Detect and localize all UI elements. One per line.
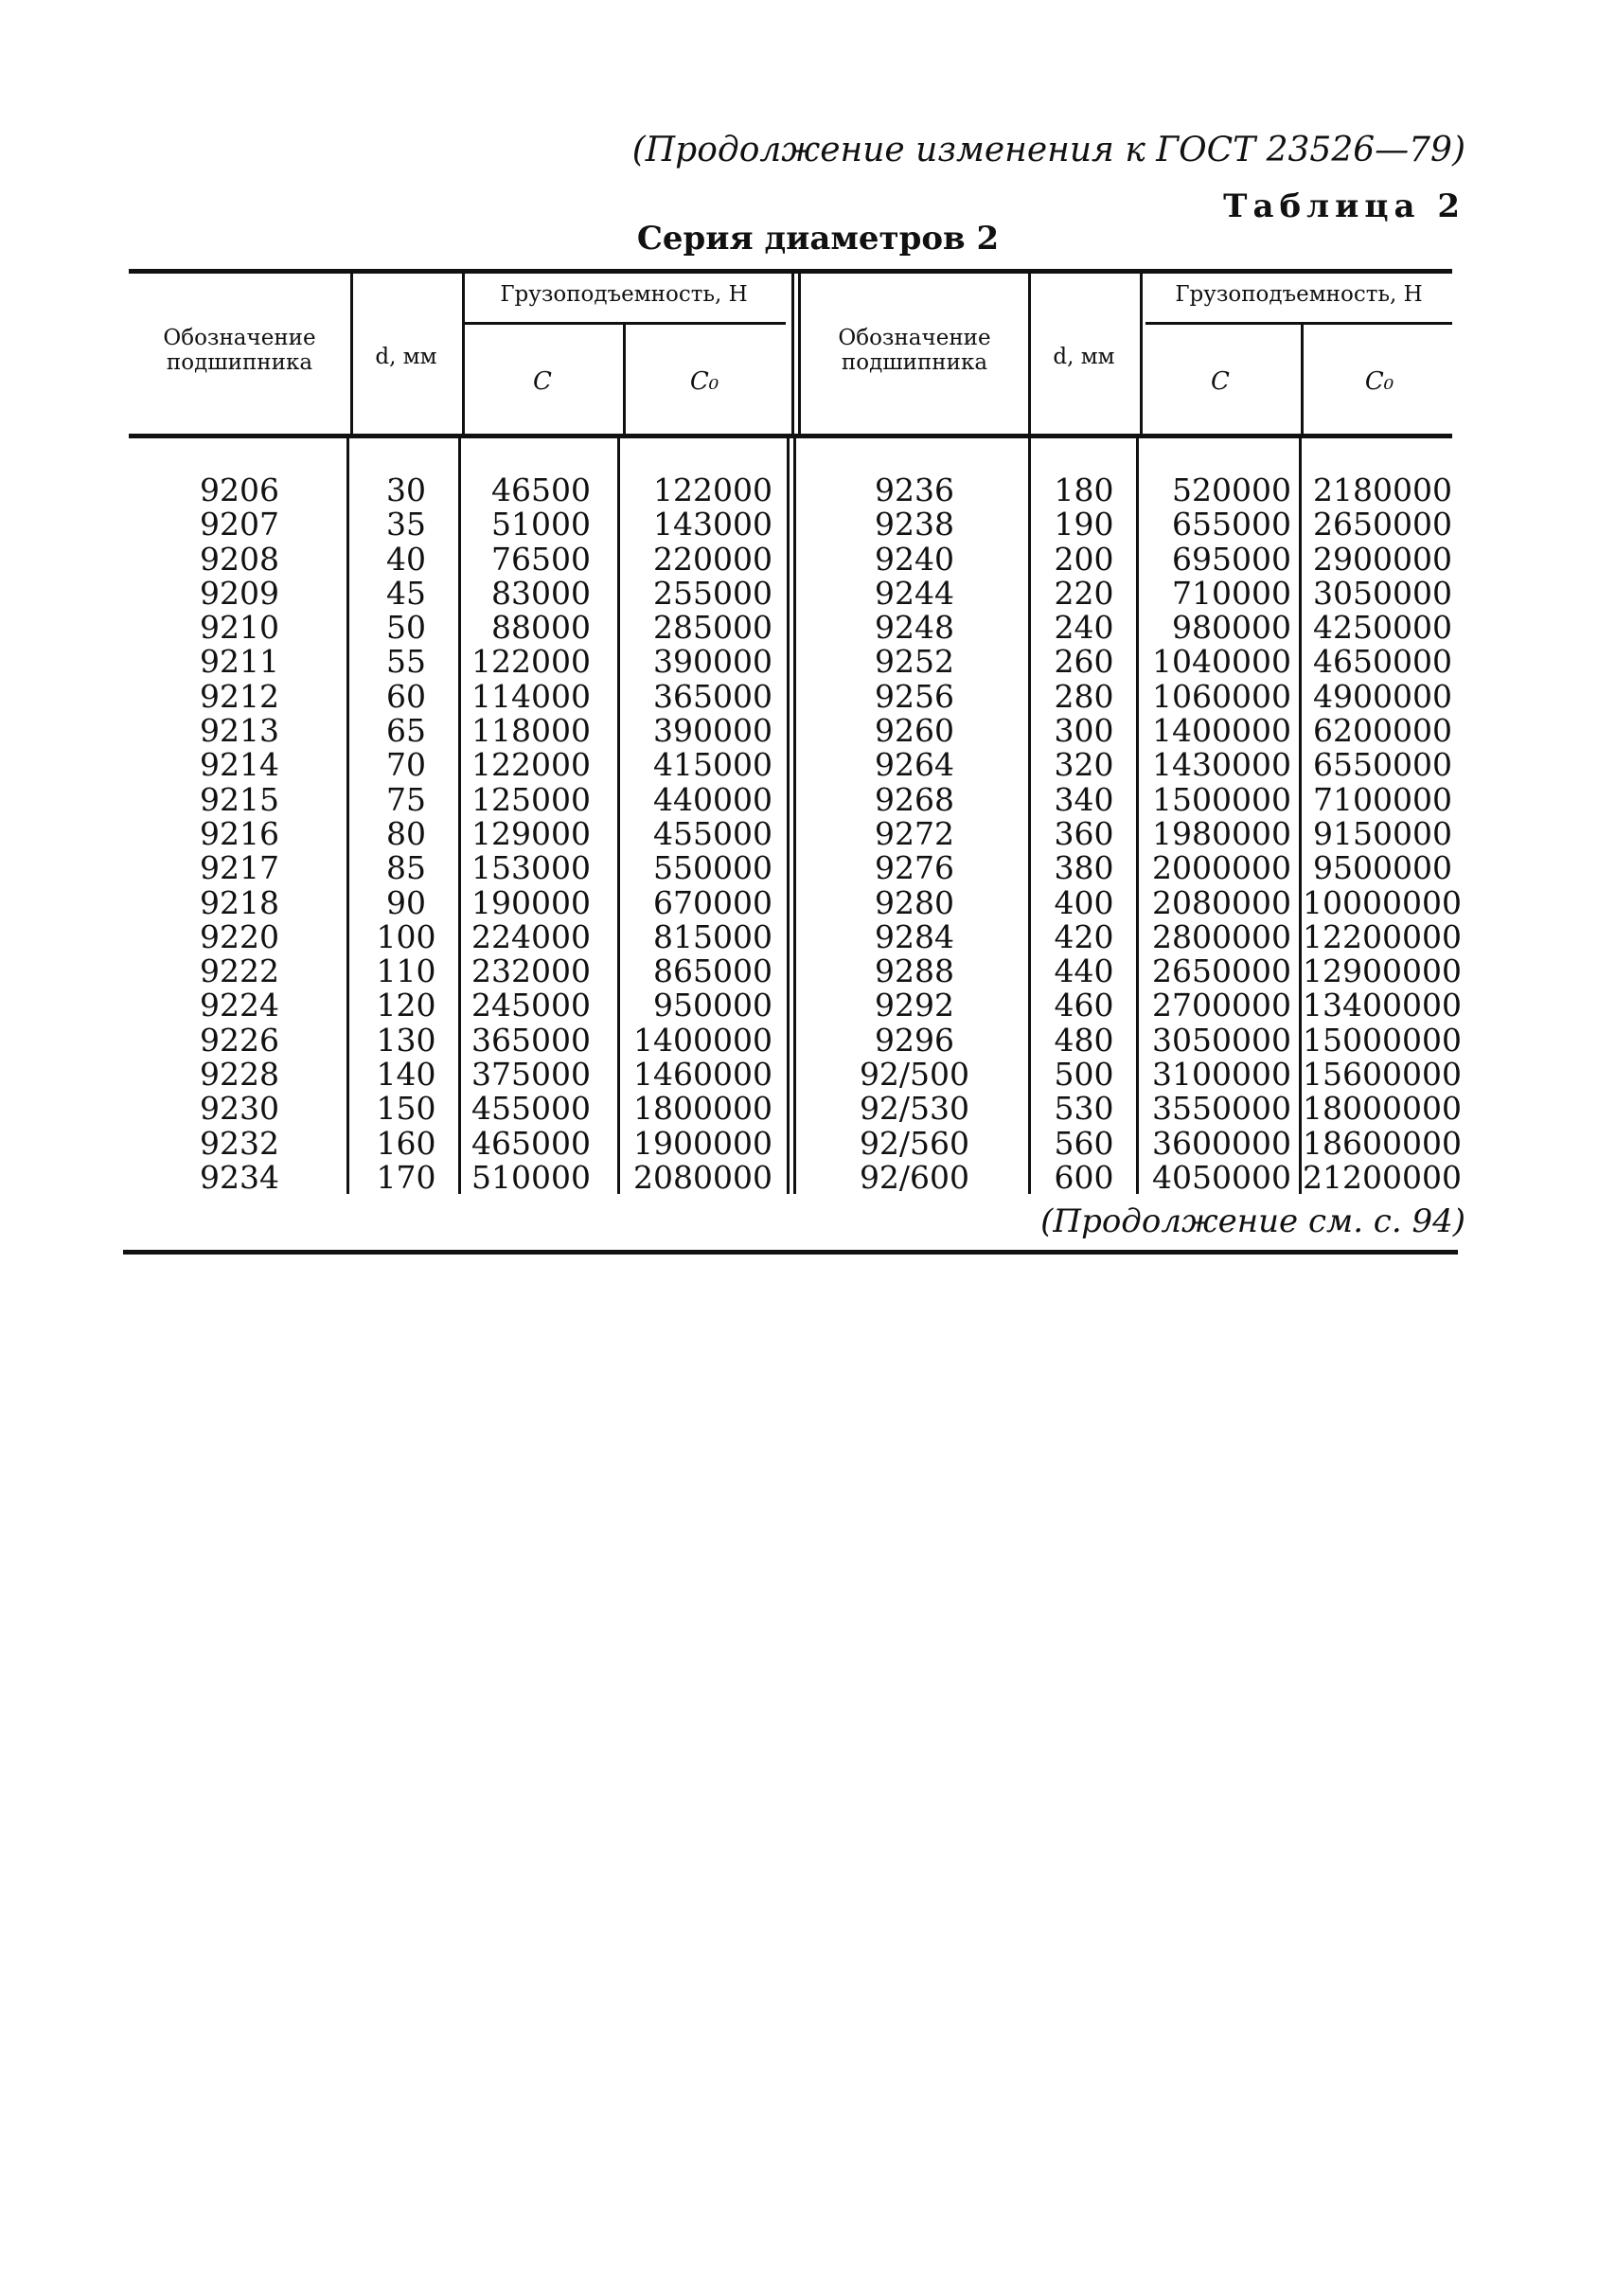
cell-d: 50: [386, 609, 426, 647]
cell-c0: 143000: [653, 506, 772, 543]
cell-c0: 440000: [653, 780, 772, 818]
cell-d: 340: [1054, 780, 1114, 818]
cell-designation: 9206: [200, 472, 279, 508]
cell-c: 2800000: [1152, 917, 1291, 955]
header-c0-right: C₀: [1364, 367, 1394, 396]
cell-designation: 9208: [200, 540, 279, 578]
cell-designation: 9292: [875, 987, 954, 1024]
footer-continuation: (Продолжение см. с. 94): [1040, 1202, 1465, 1240]
cell-designation: 9213: [200, 712, 279, 750]
cell-d: 530: [1054, 1090, 1114, 1128]
cell-c: 114000: [471, 677, 591, 715]
cell-designation: 9240: [875, 540, 954, 578]
vrule-b-7: [1299, 438, 1302, 1194]
header-designation-left: Обозначение подшипника: [163, 326, 316, 375]
cell-designation: 9226: [200, 1021, 279, 1059]
cell-c: 465000: [471, 1124, 591, 1162]
cell-designation: 9244: [875, 574, 954, 612]
cell-d: 45: [386, 574, 426, 612]
continuation-header: (Продолжение изменения к ГОСТ 23526—79): [631, 131, 1465, 169]
cell-c: 4050000: [1152, 1158, 1291, 1196]
left-c0-column: [621, 473, 772, 1195]
cell-designation: 9264: [875, 746, 954, 784]
cell-c0: 2080000: [633, 1158, 772, 1196]
cell-d: 400: [1054, 883, 1114, 921]
cell-c0: 455000: [653, 814, 772, 852]
cell-d: 360: [1054, 814, 1114, 852]
right-diameter-column: [1028, 473, 1140, 1195]
left-diameter-column: [350, 473, 462, 1195]
cell-c: 2000000: [1152, 849, 1291, 887]
cell-c: 153000: [471, 849, 591, 887]
table-top-rule: [129, 269, 1452, 274]
right-designation-column: [801, 473, 1028, 1195]
cell-designation: 9215: [200, 780, 279, 818]
cell-c0: 3050000: [1313, 574, 1452, 612]
cell-d: 30: [386, 472, 426, 508]
cell-designation: 9217: [200, 849, 279, 887]
cell-designation: 9252: [875, 643, 954, 681]
cell-designation: 9224: [200, 987, 279, 1024]
cell-d: 420: [1054, 917, 1114, 955]
cell-d: 280: [1054, 677, 1114, 715]
cell-d: 300: [1054, 712, 1114, 750]
right-c0-column: [1303, 472, 1462, 1196]
cell-c: 125000: [471, 780, 591, 818]
cell-c: 2080000: [1152, 883, 1291, 921]
cell-d: 160: [376, 1124, 436, 1162]
cell-d: 120: [376, 987, 436, 1024]
cell-c0: 865000: [653, 952, 772, 990]
cell-c: 3550000: [1152, 1090, 1291, 1128]
cell-designation: 9222: [200, 952, 279, 990]
cell-designation: 9212: [200, 677, 279, 715]
vrule-b-4a: [787, 438, 790, 1194]
cell-designation: 9210: [200, 609, 279, 647]
header-divider-right: [1145, 322, 1452, 325]
cell-c0: 18600000: [1303, 1124, 1462, 1162]
cell-c: 710000: [1172, 574, 1291, 612]
cell-c: 980000: [1172, 609, 1291, 647]
cell-c0: 285000: [653, 609, 772, 647]
cell-c: 695000: [1172, 540, 1291, 578]
cell-designation: 9230: [200, 1090, 279, 1128]
cell-designation: 9248: [875, 609, 954, 647]
cell-c0: 9150000: [1313, 814, 1452, 852]
cell-d: 110: [376, 952, 436, 990]
cell-designation: 9228: [200, 1056, 279, 1094]
cell-designation: 92/600: [859, 1158, 970, 1196]
cell-c: 1060000: [1152, 677, 1291, 715]
cell-d: 40: [386, 540, 426, 578]
cell-designation: 9220: [200, 917, 279, 955]
cell-d: 600: [1054, 1158, 1114, 1196]
cell-c: 46500: [491, 472, 591, 508]
cell-d: 440: [1054, 952, 1114, 990]
cell-designation: 9276: [875, 849, 954, 887]
cell-c0: 550000: [653, 849, 772, 887]
cell-d: 180: [1054, 472, 1114, 508]
cell-c0: 1900000: [633, 1124, 772, 1162]
cell-designation: 9296: [875, 1021, 954, 1059]
cell-d: 35: [386, 506, 426, 543]
cell-c: 83000: [491, 574, 591, 612]
header-diameter-left: d, мм: [375, 345, 437, 369]
header-diameter-right: d, мм: [1053, 345, 1115, 369]
cell-c0: 2900000: [1313, 540, 1452, 578]
cell-designation: 9218: [200, 883, 279, 921]
cell-c: 1980000: [1152, 814, 1291, 852]
cell-designation: 9207: [200, 506, 279, 543]
cell-c0: 10000000: [1303, 883, 1462, 921]
cell-c: 1500000: [1152, 780, 1291, 818]
cell-c: 118000: [471, 712, 591, 750]
cell-c: 3050000: [1152, 1021, 1291, 1059]
cell-d: 500: [1054, 1056, 1114, 1094]
cell-c0: 122000: [653, 472, 772, 508]
table-label: Таблица 2: [1223, 187, 1465, 225]
cell-designation: 9288: [875, 952, 954, 990]
cell-c0: 255000: [653, 574, 772, 612]
cell-d: 220: [1054, 574, 1114, 612]
cell-c: 1430000: [1152, 746, 1291, 784]
cell-designation: 9272: [875, 814, 954, 852]
cell-c0: 1800000: [633, 1090, 772, 1128]
cell-c0: 1460000: [633, 1056, 772, 1094]
cell-c: 245000: [471, 987, 591, 1024]
cell-c: 2650000: [1152, 952, 1291, 990]
cell-c0: 4900000: [1313, 677, 1452, 715]
cell-d: 200: [1054, 540, 1114, 578]
cell-d: 560: [1054, 1124, 1114, 1162]
cell-d: 320: [1054, 746, 1114, 784]
cell-c0: 220000: [653, 540, 772, 578]
cell-d: 55: [386, 643, 426, 681]
cell-designation: 9209: [200, 574, 279, 612]
cell-designation: 9268: [875, 780, 954, 818]
cell-d: 260: [1054, 643, 1114, 681]
cell-c0: 670000: [653, 883, 772, 921]
cell-d: 100: [376, 917, 436, 955]
cell-d: 240: [1054, 609, 1114, 647]
cell-c: 76500: [491, 540, 591, 578]
cell-designation: 9260: [875, 712, 954, 750]
cell-c: 1040000: [1152, 643, 1291, 681]
cell-d: 140: [376, 1056, 436, 1094]
cell-c0: 2180000: [1313, 472, 1452, 508]
cell-c0: 12900000: [1303, 952, 1462, 990]
cell-c0: 7100000: [1313, 780, 1452, 818]
cell-designation: 9214: [200, 746, 279, 784]
cell-c0: 21200000: [1303, 1158, 1462, 1196]
cell-designation: 9280: [875, 883, 954, 921]
cell-designation: 9284: [875, 917, 954, 955]
header-load-capacity-left: Грузоподъемность, Н: [500, 282, 748, 307]
cell-c: 455000: [471, 1090, 591, 1128]
cell-designation: 9211: [200, 643, 279, 681]
cell-c: 375000: [471, 1056, 591, 1094]
cell-designation: 92/530: [859, 1090, 970, 1128]
cell-d: 75: [386, 780, 426, 818]
cell-c: 122000: [471, 746, 591, 784]
cell-c: 1400000: [1152, 712, 1291, 750]
cell-designation: 92/560: [859, 1124, 970, 1162]
cell-c0: 12200000: [1303, 917, 1462, 955]
cell-c: 51000: [491, 506, 591, 543]
cell-c: 122000: [471, 643, 591, 681]
cell-d: 190: [1054, 506, 1114, 543]
header-c-right: C: [1211, 367, 1230, 396]
cell-c0: 365000: [653, 677, 772, 715]
cell-c0: 815000: [653, 917, 772, 955]
cell-c0: 6200000: [1313, 712, 1452, 750]
cell-d: 90: [386, 883, 426, 921]
cell-designation: 9238: [875, 506, 954, 543]
cell-c0: 1400000: [633, 1021, 772, 1059]
cell-c: 655000: [1172, 506, 1291, 543]
cell-c0: 4650000: [1313, 643, 1452, 681]
cell-c0: 15000000: [1303, 1021, 1462, 1059]
vrule-b-3: [617, 438, 620, 1194]
series-title: Серия диаметров 2: [636, 220, 1000, 258]
left-c-column: [462, 473, 591, 1195]
header-c-left: C: [533, 367, 552, 396]
vrule-h-4a: [791, 274, 794, 434]
cell-d: 170: [376, 1158, 436, 1196]
cell-c0: 390000: [653, 712, 772, 750]
cell-d: 380: [1054, 849, 1114, 887]
cell-d: 150: [376, 1090, 436, 1128]
cell-c0: 9500000: [1313, 849, 1452, 887]
left-designation-column: [129, 473, 350, 1195]
header-designation-right: Обозначение подшипника: [838, 326, 991, 375]
cell-d: 130: [376, 1021, 436, 1059]
cell-designation: 92/500: [859, 1056, 970, 1094]
cell-c0: 6550000: [1313, 746, 1452, 784]
cell-d: 85: [386, 849, 426, 887]
cell-designation: 9216: [200, 814, 279, 852]
cell-c: 2700000: [1152, 987, 1291, 1024]
cell-designation: 9232: [200, 1124, 279, 1162]
cell-c0: 4250000: [1313, 609, 1452, 647]
cell-c: 224000: [471, 917, 591, 955]
cell-c: 365000: [471, 1021, 591, 1059]
cell-c: 510000: [471, 1158, 591, 1196]
cell-c: 129000: [471, 814, 591, 852]
cell-c0: 2650000: [1313, 506, 1452, 543]
cell-c0: 390000: [653, 643, 772, 681]
cell-c: 3100000: [1152, 1056, 1291, 1094]
header-bottom-rule: [129, 434, 1452, 438]
header-c0-left: C₀: [689, 367, 719, 396]
cell-designation: 9236: [875, 472, 954, 508]
cell-d: 60: [386, 677, 426, 715]
cell-c0: 13400000: [1303, 987, 1462, 1024]
cell-c: 520000: [1172, 472, 1291, 508]
right-c-column: [1140, 473, 1291, 1195]
cell-c0: 415000: [653, 746, 772, 784]
cell-d: 480: [1054, 1021, 1114, 1059]
cell-c: 88000: [491, 609, 591, 647]
cell-d: 80: [386, 814, 426, 852]
cell-designation: 9256: [875, 677, 954, 715]
header-load-capacity-right: Грузоподъемность, Н: [1175, 282, 1423, 307]
cell-c0: 15600000: [1303, 1056, 1462, 1094]
cell-c0: 950000: [653, 987, 772, 1024]
cell-designation: 9234: [200, 1158, 279, 1196]
cell-c: 232000: [471, 952, 591, 990]
cell-c: 190000: [471, 883, 591, 921]
vrule-b-4b: [793, 438, 796, 1194]
cell-c0: 18000000: [1303, 1090, 1462, 1128]
table-bottom-rule: [123, 1250, 1458, 1255]
cell-d: 460: [1054, 987, 1114, 1024]
cell-c: 3600000: [1152, 1124, 1291, 1162]
cell-d: 65: [386, 712, 426, 750]
cell-d: 70: [386, 746, 426, 784]
